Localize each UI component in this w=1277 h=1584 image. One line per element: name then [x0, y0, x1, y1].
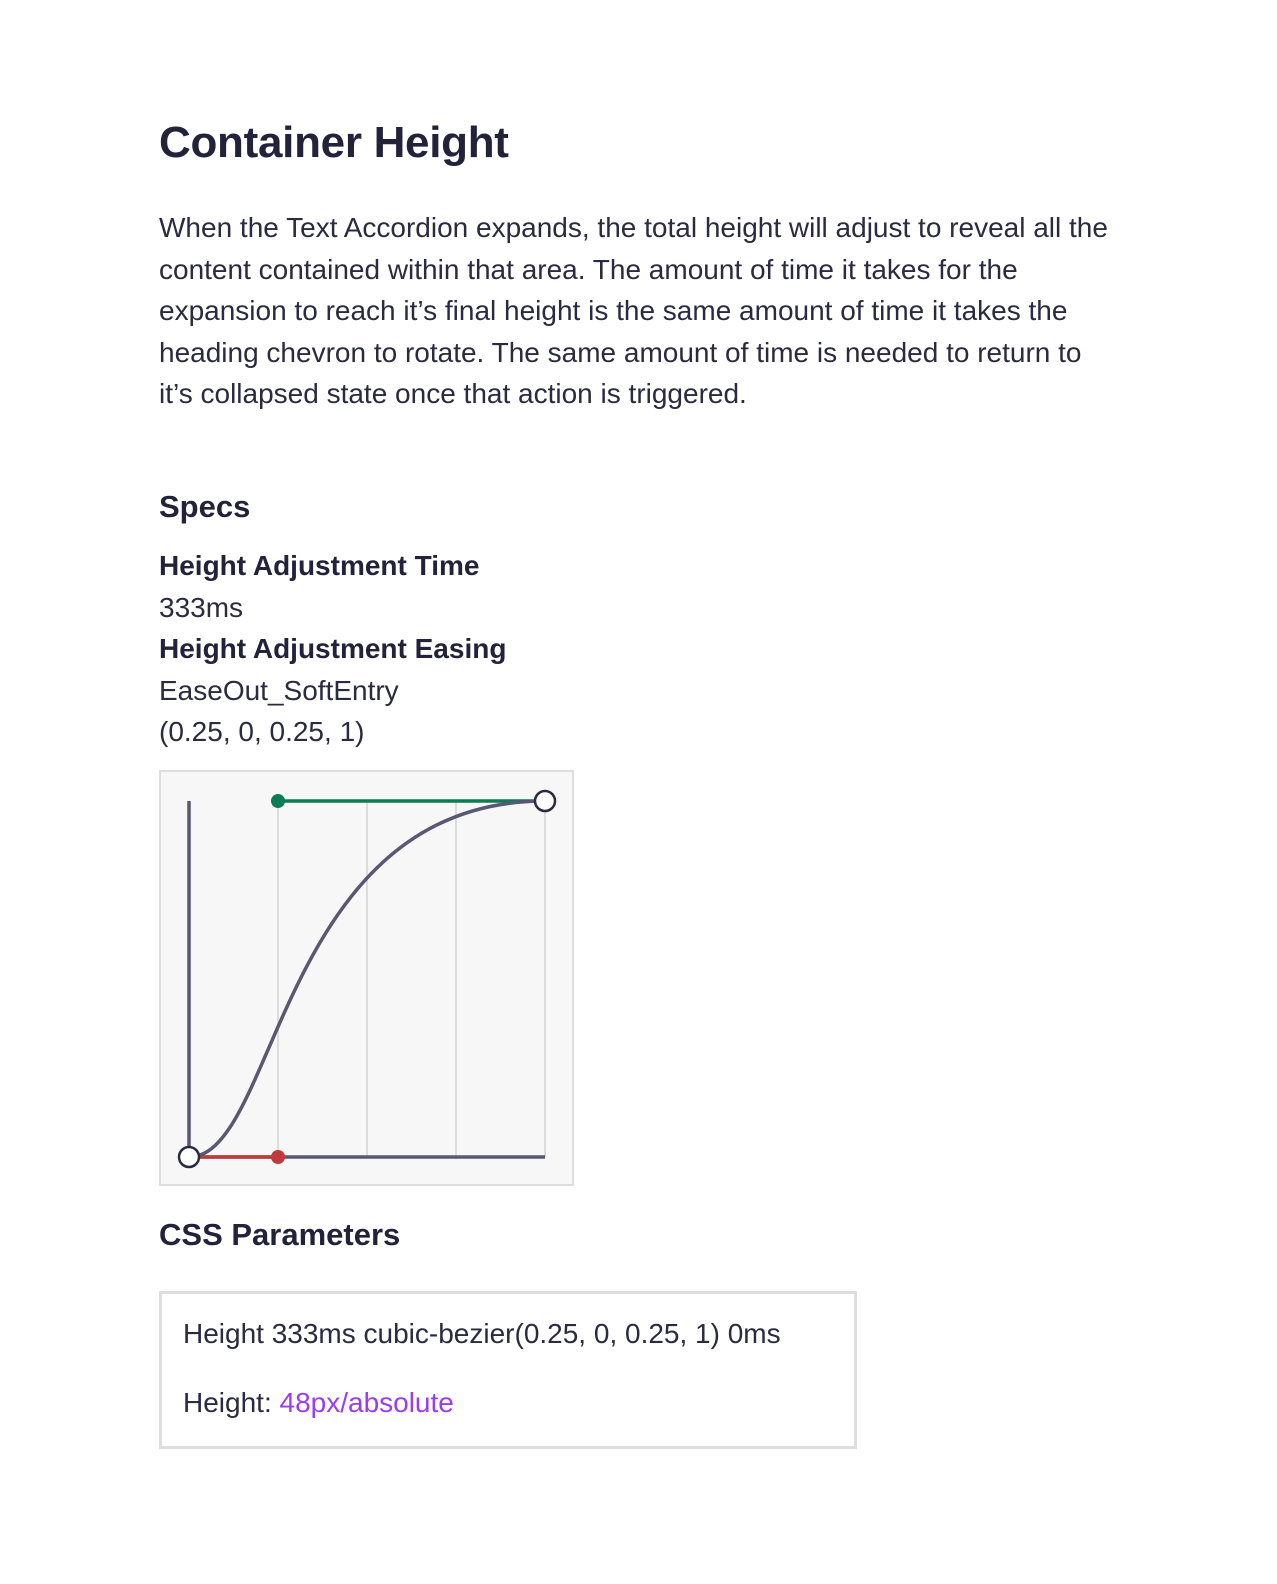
easing-curve-chart	[159, 770, 574, 1186]
spec-label-easing: Height Adjustment Easing	[159, 633, 507, 664]
curve-end-point	[535, 791, 555, 811]
css-transition-line: Height 333ms cubic-bezier(0.25, 0, 0.25, 1) 0ms	[183, 1318, 781, 1349]
curve-start-point	[179, 1147, 199, 1167]
easing-curve-svg	[161, 772, 572, 1184]
spec-list	[159, 545, 506, 753]
end-control-point	[271, 794, 285, 808]
spec-label-time: Height Adjustment Time	[159, 550, 480, 581]
page-title: Container Height	[159, 118, 509, 167]
css-parameters-box	[159, 1291, 857, 1449]
spec-value-time: 333ms	[159, 591, 244, 623]
css-height-value: 48px/absolute	[279, 1387, 454, 1418]
css-height-line	[183, 1387, 454, 1419]
specs-heading: Specs	[159, 489, 251, 524]
spec-value-easing-params: (0.25, 0, 0.25, 1)	[159, 716, 365, 747]
spec-value-easing-name: EaseOut_SoftEntry	[159, 674, 399, 706]
intro-paragraph: When the Text Accordion expands, the total height will adjust to reveal all the content contained within that area. The amount of time it takes for the expansion to reach it’s final height is the same amount of time it takes the heading chevron to rotate. The same amount of time is needed to return to it’s collapsed state once that action is triggered.	[159, 212, 1108, 409]
css-parameters-heading: CSS Parameters	[159, 1217, 401, 1252]
css-height-label: Height:	[183, 1387, 280, 1418]
start-control-point	[271, 1150, 285, 1164]
